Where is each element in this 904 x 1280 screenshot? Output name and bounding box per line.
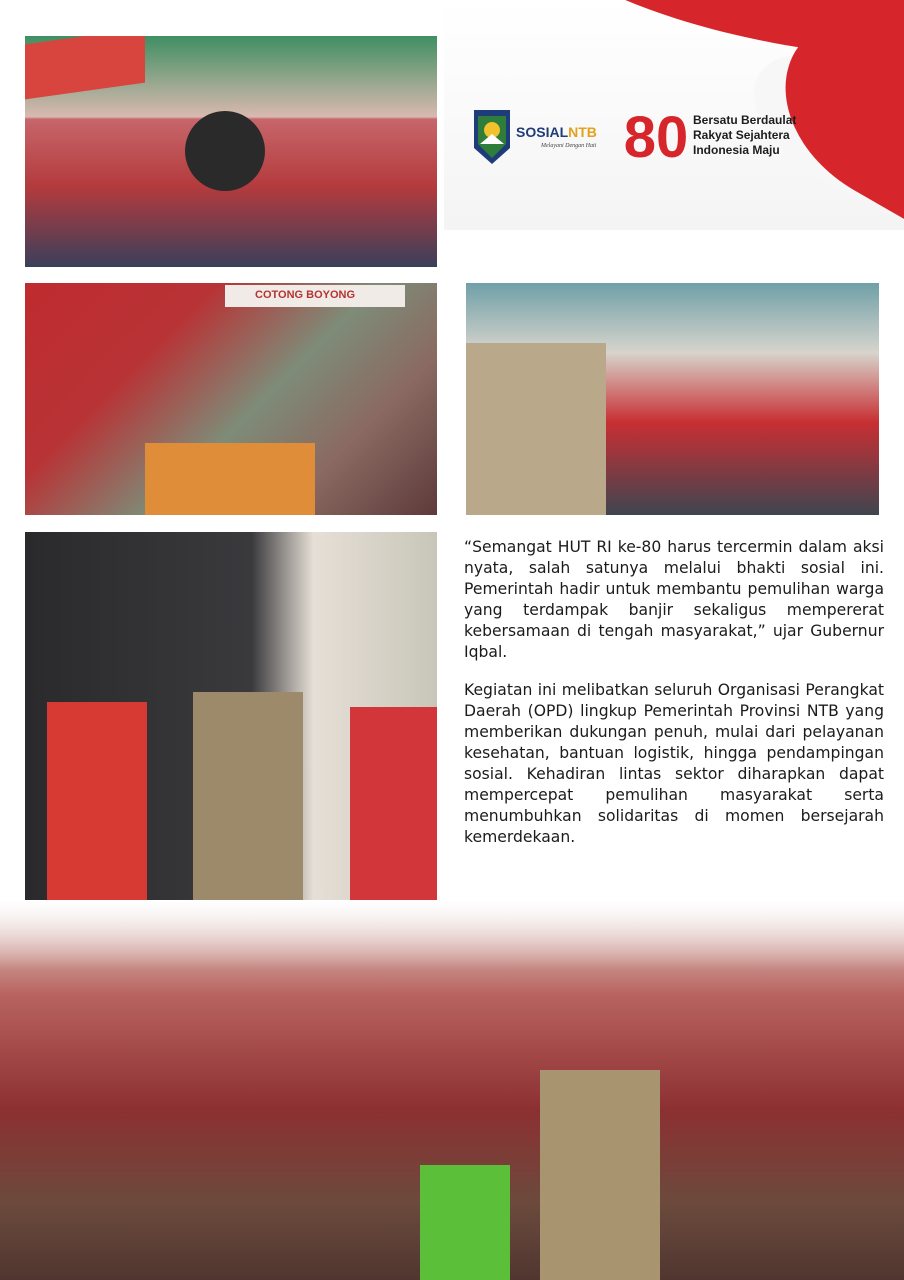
tagline-line-1: Bersatu Berdaulat [693,113,797,127]
article-text [464,537,884,865]
photo-governor-speech [25,532,437,912]
hut-ri-80-logo [622,105,690,167]
photo-crowd-gathering [25,36,437,267]
tagline-line-2: Rakyat Sejahtera [693,128,790,142]
governor-quote: “Semangat HUT RI ke-80 harus tercermin dalam aksi nyata, salah satunya melalui bhakti sosial ini. Pemerintah hadir untuk membantu pemulihan warga yang terdampak banjir sekaligus mempererat kebersamaan di tengah masyarakat,” ujar Gubernur Iqbal. [464,538,884,661]
photo-aid-distribution [0,900,904,1280]
anniversary-tagline [693,113,796,158]
sosial-logo-main: SOSIAL [516,124,569,140]
sosial-logo-accent: NTB [568,124,597,140]
ntb-emblem-icon [472,108,512,166]
photo-officials-visit [466,283,879,515]
sosial-tagline: Melayani Dengan Hati [541,143,597,149]
photo-health-service [25,283,437,515]
anniversary-number: 80 [623,105,689,167]
booth-banner-text: COTONG BOYONG [255,289,356,301]
sosial-ntb-logo [516,124,597,140]
booth-banner [225,285,405,307]
tagline-line-3: Indonesia Maju [693,143,780,157]
article-body: Kegiatan ini melibatkan seluruh Organisasi Perangkat Daerah (OPD) lingkup Pemerintah Provinsi NTB yang memberikan dukungan penuh, mulai dari pelayanan kesehatan, bantuan logistik, hingga pendampingan sosial. Kehadiran lintas sektor diharapkan dapat mempercepat pemulihan masyarakat serta menumbuhkan solidaritas di momen bersejarah kemerdekaan. [464,681,884,846]
